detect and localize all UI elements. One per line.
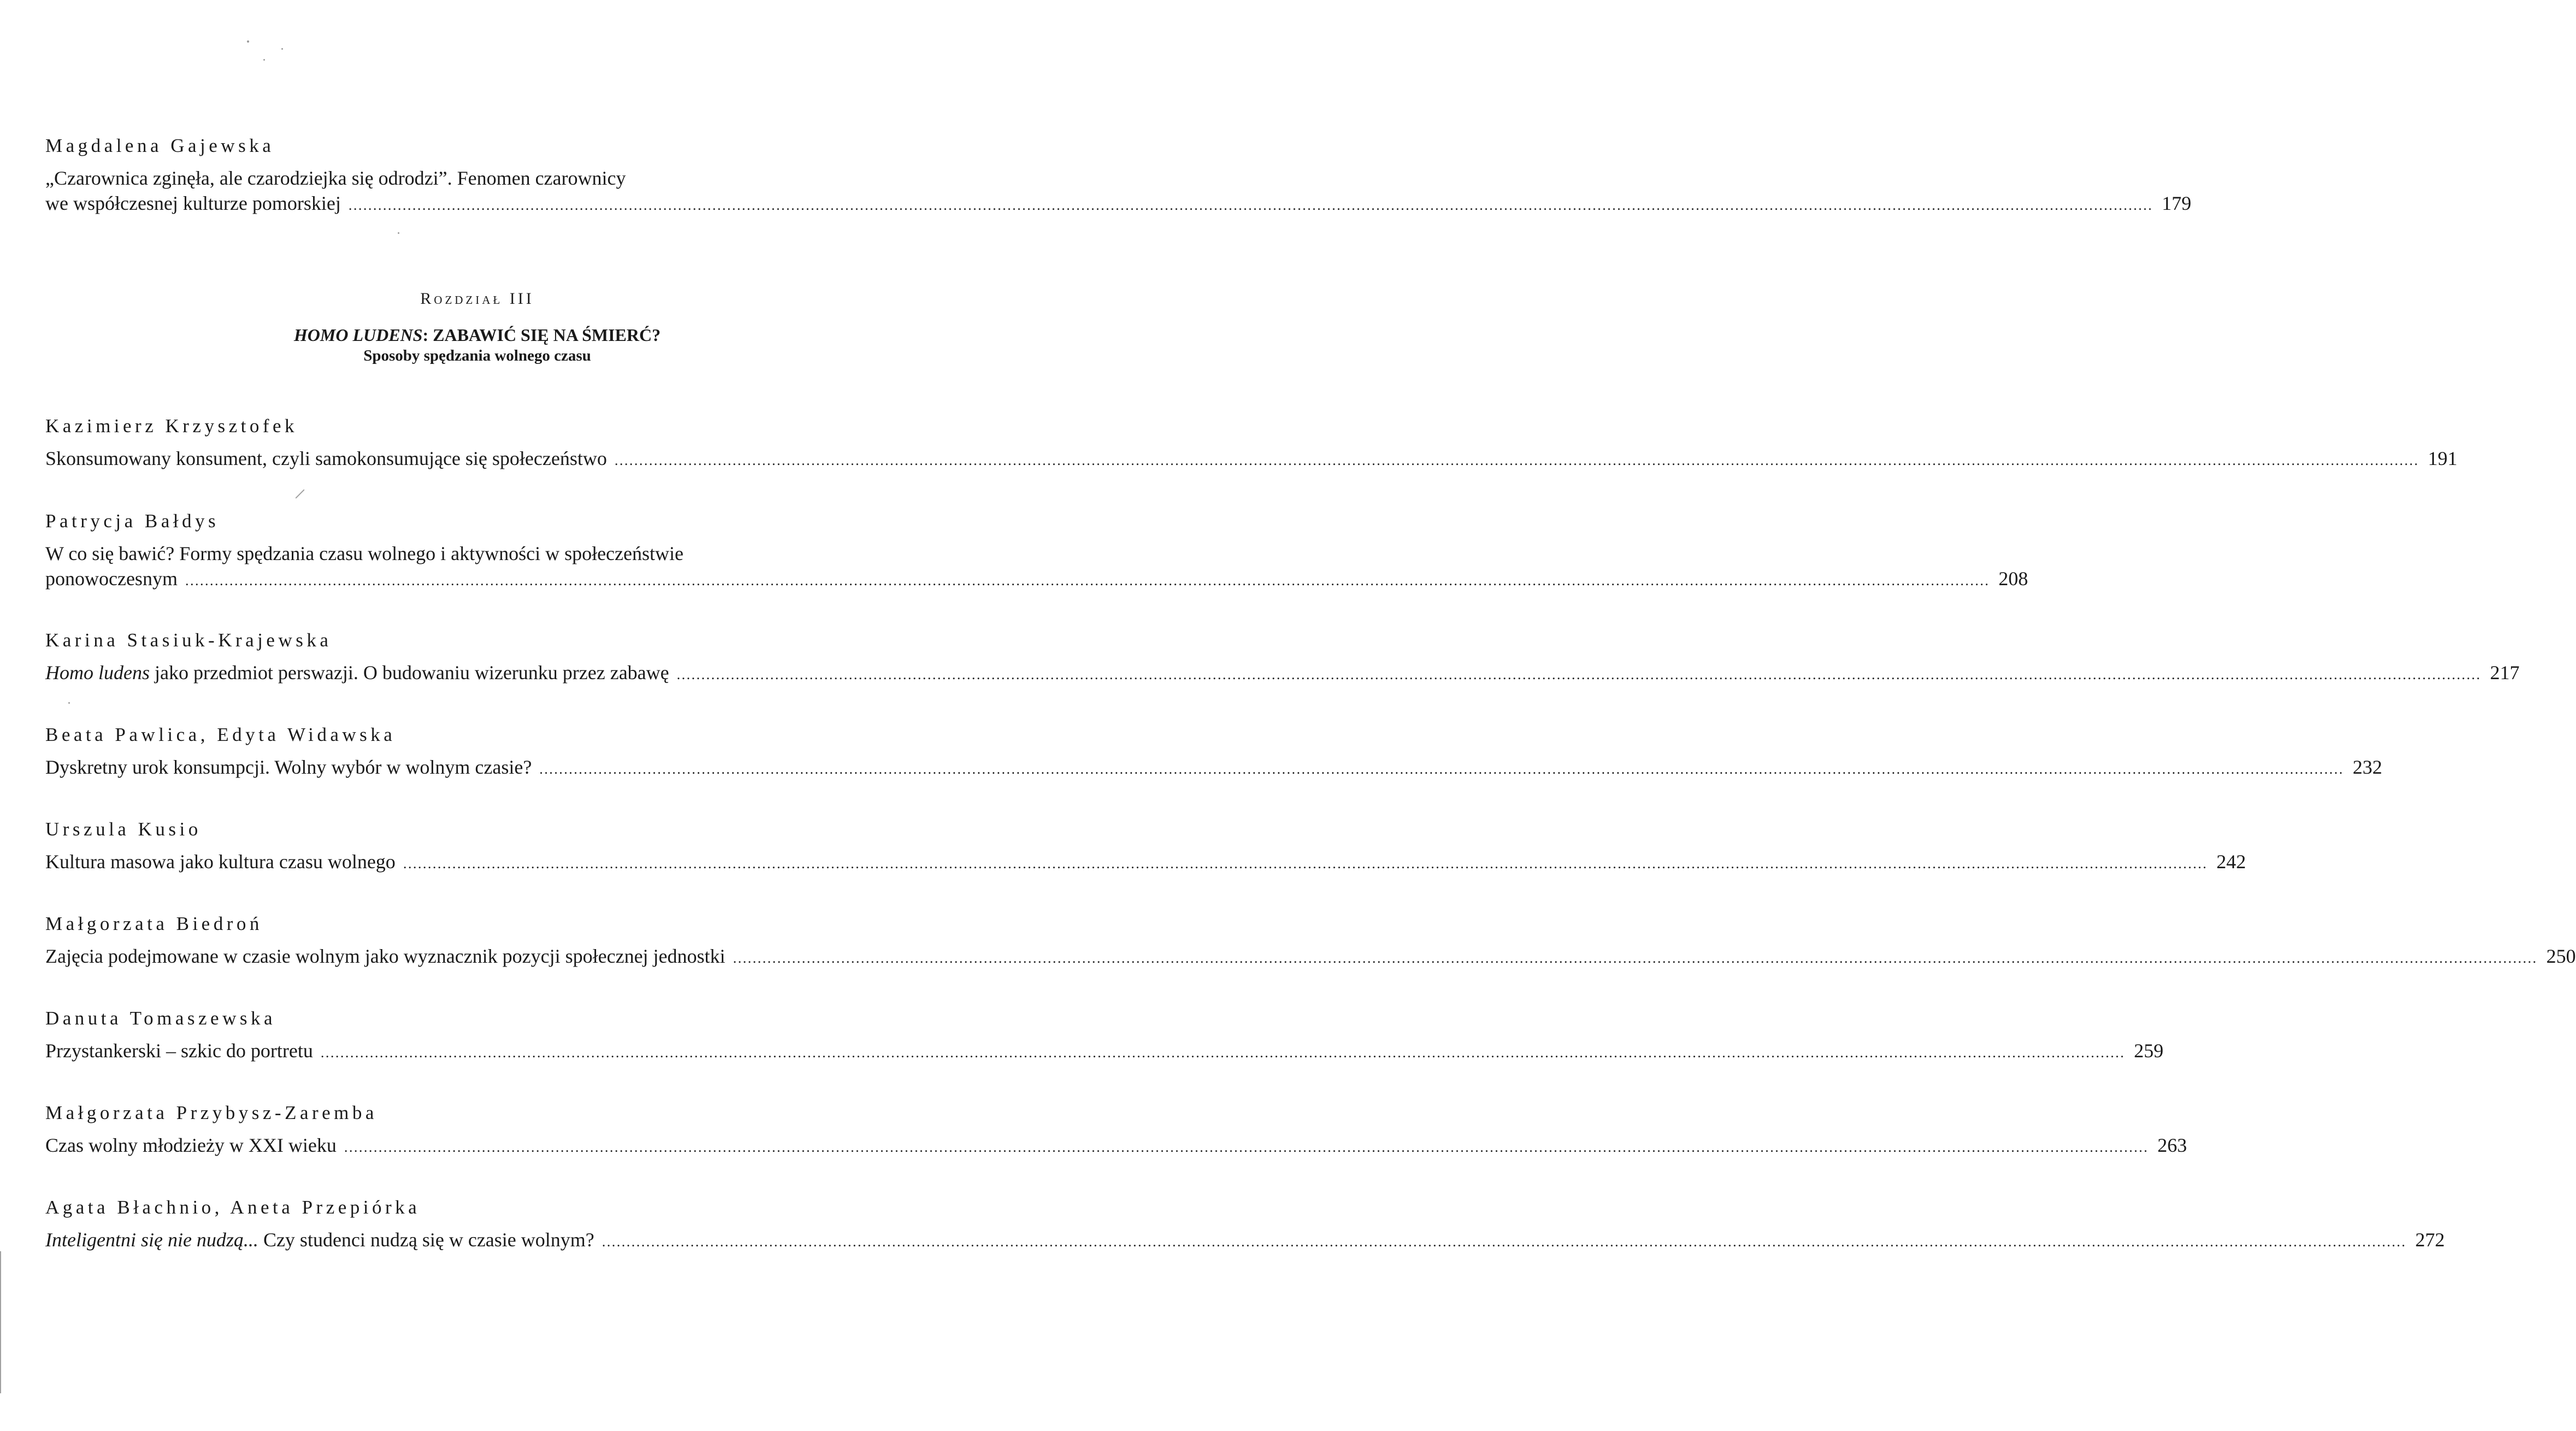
entry-author: Karina Stasiuk-Krajewska [45, 629, 332, 651]
entry-title[interactable] [45, 660, 669, 685]
scan-mark [0, 1251, 1, 1393]
toc-entry [45, 1101, 2187, 1160]
entry-page-number[interactable]: 272 [2415, 1229, 2445, 1251]
entry-author: Kazimierz Krzysztofek [45, 415, 298, 437]
entry-page-number[interactable]: 259 [2133, 1040, 2164, 1062]
entry-title-line[interactable]: we współczesnej kulturze pomorskiej [45, 192, 341, 214]
entry-author: Urszula Kusio [45, 818, 202, 840]
entry-author: Magdalena Gajewska [45, 135, 275, 156]
dot-leader: ............................................................................................................................................................................................................................................................................................................................................................................... [403, 856, 2208, 871]
entry-title-italic: Inteligentni się nie nudzą... [45, 1229, 258, 1251]
chapter-label: Rozdział III [420, 290, 534, 308]
dot-leader: ............................................................................................................................................................................................................................................................................................................................................................................... [348, 197, 2153, 213]
scan-speck [68, 702, 70, 704]
scan-speck [398, 232, 399, 234]
entry-title-line[interactable]: ponowoczesnym [45, 568, 178, 590]
scan-speck [281, 48, 283, 50]
toc-entry [45, 1006, 2164, 1065]
entry-title[interactable] [45, 1227, 594, 1252]
chapter-subtitle: Sposoby spędzania wolnego czasu [363, 347, 591, 364]
entry-title-line[interactable]: „Czarownica zginęła, ale czarodziejka się odrodzi”. Fenomen czarownicy [45, 167, 626, 189]
toc-entry [45, 912, 2576, 971]
entry-title-line[interactable]: W co się bawić? Formy spędzania czasu wolnego i aktywności w społeczeństwie [45, 543, 683, 564]
dot-leader: ............................................................................................................................................................................................................................................................................................................................................................................... [539, 761, 2344, 777]
dot-leader: ............................................................................................................................................................................................................................................................................................................................................................................... [602, 1234, 2407, 1250]
entry-title[interactable]: Skonsumowany konsument, czyli samokonsumujące się społeczeństwo [45, 447, 607, 469]
scan-speck [247, 40, 249, 43]
chapter-title-italic: HOMO LUDENS [293, 325, 423, 345]
entry-title[interactable]: Zajęcia podejmowane w czasie wolnym jako wyznacznik pozycji społecznej jednostki [45, 945, 726, 967]
entry-page-number[interactable]: 179 [2161, 192, 2191, 214]
toc-entry [45, 723, 2383, 782]
chapter-title-rest: : ZABAWIĆ SIĘ NA ŚMIERĆ? [422, 325, 661, 345]
entry-title[interactable]: Przystankerski – szkic do portretu [45, 1040, 313, 1062]
toc-entry [45, 628, 2520, 687]
entry-title-rest: jako przedmiot perswazji. O budowaniu wizerunku przez zabawę [150, 662, 669, 684]
entry-title[interactable]: Czas wolny młodzieży w XXI wieku [45, 1134, 337, 1156]
entry-page-number[interactable]: 263 [2157, 1134, 2187, 1156]
dot-leader: ............................................................................................................................................................................................................................................................................................................................................................................... [614, 452, 2419, 468]
entry-page-number[interactable]: 250 [2546, 945, 2576, 967]
scan-mark [296, 490, 305, 499]
entry-author: Patrycja Bałdys [45, 510, 220, 532]
toc-entry [45, 134, 2191, 218]
toc-entry [45, 1196, 2445, 1255]
entry-page-number[interactable]: 208 [1998, 568, 2028, 590]
entry-title[interactable]: Dyskretny urok konsumpcji. Wolny wybór w wolnym czasie? [45, 756, 532, 778]
scan-speck [263, 59, 265, 61]
entry-page-number[interactable]: 232 [2353, 756, 2383, 778]
toc-entry [45, 509, 2028, 593]
entry-page-number[interactable]: 217 [2490, 662, 2520, 684]
entry-author: Agata Błachnio, Aneta Przepiórka [45, 1197, 421, 1218]
entry-title[interactable]: Kultura masowa jako kultura czasu wolnego [45, 851, 396, 873]
dot-leader: ............................................................................................................................................................................................................................................................................................................................................................................... [733, 950, 2538, 966]
dot-leader: ............................................................................................................................................................................................................................................................................................................................................................................... [185, 573, 1990, 588]
toc-entry [45, 414, 2457, 473]
entry-page-number[interactable]: 191 [2427, 447, 2457, 469]
dot-leader: ............................................................................................................................................................................................................................................................................................................................................................................... [344, 1139, 2149, 1155]
dot-leader: ............................................................................................................................................................................................................................................................................................................................................................................... [676, 667, 2481, 682]
entry-page-number[interactable]: 242 [2216, 851, 2246, 873]
entry-author: Beata Pawlica, Edyta Widawska [45, 724, 396, 745]
chapter-heading [0, 288, 954, 366]
dot-leader: ............................................................................................................................................................................................................................................................................................................................................................................... [320, 1045, 2125, 1061]
entry-title-italic: Homo ludens [45, 662, 150, 684]
entry-author: Małgorzata Przybysz-Zaremba [45, 1102, 378, 1123]
entry-title-rest: Czy studenci nudzą się w czasie wolnym? [258, 1229, 594, 1251]
entry-author: Małgorzata Biedroń [45, 913, 263, 934]
toc-entry [45, 817, 2246, 876]
entry-author: Danuta Tomaszewska [45, 1008, 276, 1029]
chapter-title [0, 324, 954, 346]
